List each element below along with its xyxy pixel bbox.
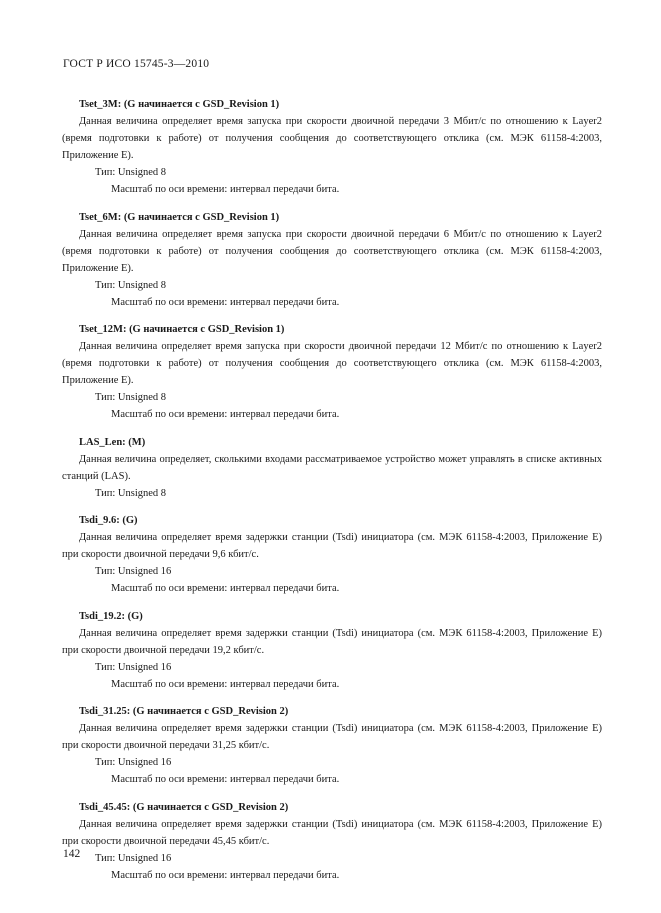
parameter-type: Тип: Unsigned 16 bbox=[95, 852, 172, 864]
parameter-scale: Масштаб по оси времени: интервал передачи бита. bbox=[111, 409, 340, 420]
parameter-entry bbox=[62, 434, 602, 502]
parameter-entry bbox=[62, 512, 602, 597]
parameter-entry bbox=[62, 321, 602, 423]
parameter-scale: Масштаб по оси времени: интервал передачи бита. bbox=[111, 296, 340, 308]
parameter-description: Данная величина определяет время задержки станции (Tsdi) инициатора (см. МЭК 61158-4:2003, Приложение Е) при скорости двоичной передачи 45,45 кбит/с. bbox=[62, 818, 602, 847]
parameter-title: Tsdi_31.25: (G начинается с GSD_Revision 2) bbox=[79, 706, 289, 717]
parameter-title: Tsdi_19.2: (G) bbox=[79, 610, 143, 622]
parameter-scale: Масштаб по оси времени: интервал передачи бита. bbox=[111, 184, 340, 195]
parameter-title: Tsdi_45.45: (G начинается с GSD_Revision 2) bbox=[79, 801, 289, 813]
parameter-title: Tsdi_9.6: (G) bbox=[79, 515, 138, 526]
parameter-entry bbox=[62, 209, 602, 311]
parameter-scale: Масштаб по оси времени: интервал передачи бита. bbox=[111, 774, 340, 785]
parameter-description: Данная величина определяет время запуска при скорости двоичной передачи 3 Мбит/с по отношению к Layer2 (время подготовки к работе) от получения сообщения до соответствующего отклика (см. МЭК 61158-4:2003, Приложение Е). bbox=[62, 116, 602, 161]
parameter-type: Тип: Unsigned 16 bbox=[95, 757, 172, 768]
parameter-title: LAS_Len: (M) bbox=[79, 436, 146, 448]
parameter-entry bbox=[62, 799, 602, 884]
parameter-description: Данная величина определяет время задержки станции (Tsdi) инициатора (см. МЭК 61158-4:2003, Приложение Е) при скорости двоичной передачи 31,25 кбит/с. bbox=[62, 723, 602, 751]
parameter-description: Данная величина определяет время запуска при скорости двоичной передачи 6 Мбит/с по отношению к Layer2 (время подготовки к работе) от получения сообщения до соответствующего отклика (см. МЭК 61158-4:2003, Приложение Е). bbox=[62, 228, 602, 274]
parameter-type: Тип: Unsigned 16 bbox=[95, 661, 172, 673]
page-number: 142 bbox=[63, 848, 81, 860]
parameter-description: Данная величина определяет, сколькими входами рассматриваемое устройство может управлять в списке активных станций (LAS). bbox=[62, 453, 602, 482]
parameter-description: Данная величина определяет время запуска при скорости двоичной передачи 12 Мбит/с по отношению к Layer2 (время подготовки к работе) от получения сообщения до соответствующего отклика (см. МЭК 61158-4:2003, Приложение Е). bbox=[62, 341, 602, 386]
document-header: ГОСТ Р ИСО 15745-3—2010 bbox=[63, 58, 210, 70]
parameter-type: Тип: Unsigned 16 bbox=[95, 566, 172, 577]
parameter-entry bbox=[62, 703, 602, 788]
parameter-scale: Масштаб по оси времени: интервал передачи бита. bbox=[111, 869, 340, 881]
parameter-entry bbox=[62, 608, 602, 693]
parameter-type: Тип: Unsigned 8 bbox=[95, 167, 167, 178]
parameter-entry bbox=[62, 96, 602, 198]
parameter-title: Tset_6M: (G начинается с GSD_Revision 1) bbox=[79, 211, 280, 223]
parameter-type: Тип: Unsigned 8 bbox=[95, 487, 167, 499]
parameter-type: Тип: Unsigned 8 bbox=[95, 279, 167, 291]
parameter-scale: Масштаб по оси времени: интервал передачи бита. bbox=[111, 678, 340, 690]
parameter-title: Tset_3M: (G начинается с GSD_Revision 1) bbox=[79, 99, 280, 110]
parameter-type: Тип: Unsigned 8 bbox=[95, 392, 167, 403]
parameter-description: Данная величина определяет время задержки станции (Tsdi) инициатора (см. МЭК 61158-4:2003, Приложение Е) при скорости двоичной передачи 19,2 кбит/с. bbox=[62, 627, 602, 656]
parameter-description: Данная величина определяет время задержки станции (Tsdi) инициатора (см. МЭК 61158-4:2003, Приложение Е) при скорости двоичной передачи 9,6 кбит/с. bbox=[62, 532, 602, 560]
document-body bbox=[62, 96, 602, 894]
parameter-title: Tset_12M: (G начинается с GSD_Revision 1) bbox=[79, 324, 285, 335]
parameter-scale: Масштаб по оси времени: интервал передачи бита. bbox=[111, 583, 340, 594]
